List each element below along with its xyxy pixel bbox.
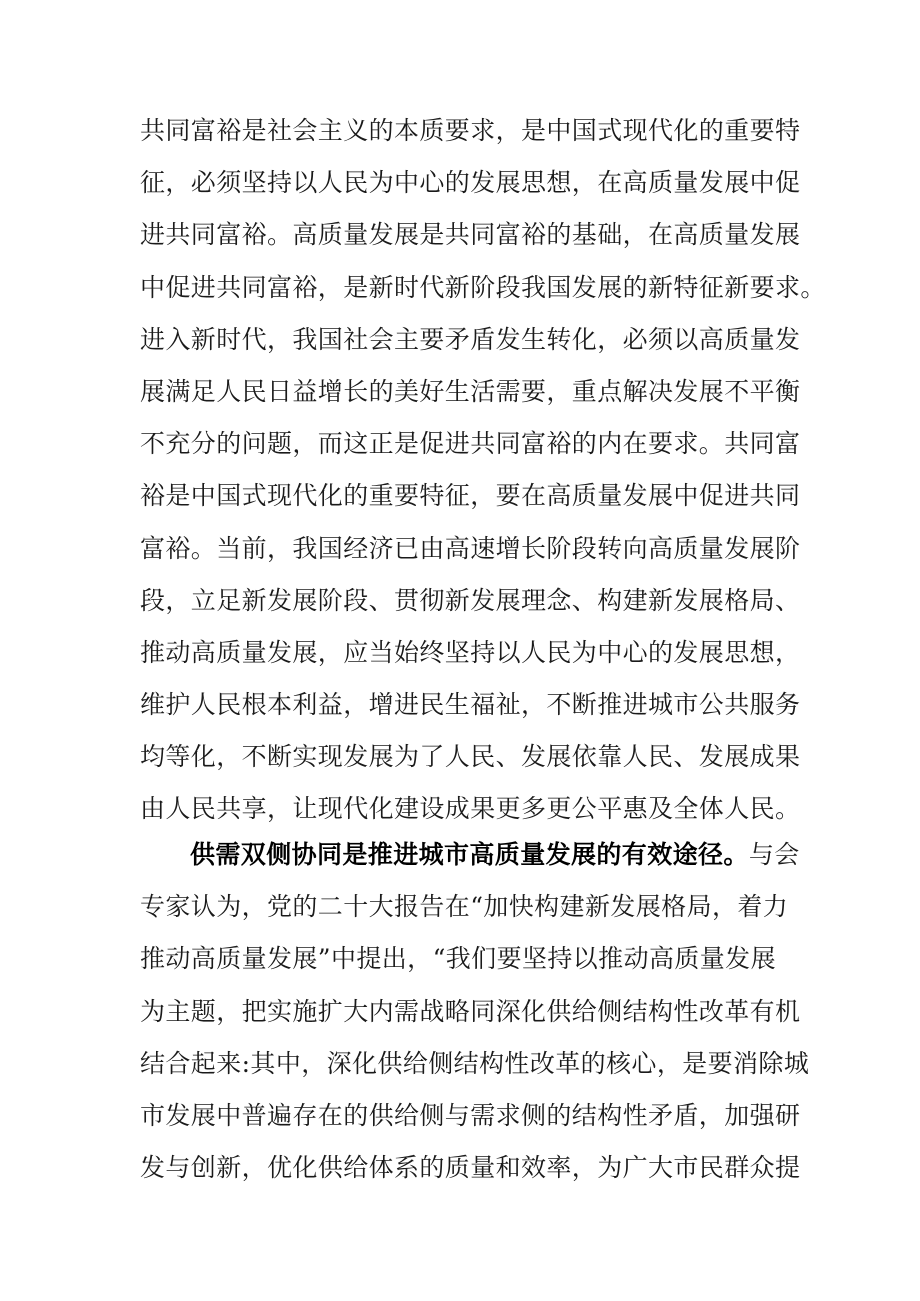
paragraph-line: 裕是中国式现代化的重要特征，要在高质量发展中促进共同 bbox=[140, 481, 801, 511]
paragraph-line: 发与创新，优化供给体系的质量和效率，为广大市民群众提 bbox=[140, 1153, 801, 1183]
paragraph-line: 展满足人民日益增长的美好生活需要，重点解决发展不平衡 bbox=[140, 376, 801, 406]
paragraph-line: 段，立足新发展阶段、贯彻新发展理念、构建新发展格局、 bbox=[140, 585, 801, 615]
paragraph-line: 均等化，不断实现发展为了人民、发展依靠人民、发展成果 bbox=[140, 742, 801, 772]
paragraph-line: 推动高质量发展，应当始终坚持以人民为中心的发展思想， bbox=[140, 637, 801, 667]
paragraph-first-line bbox=[140, 829, 820, 881]
paragraph-line: 富裕。当前，我国经济已由高速增长阶段转向高质量发展阶 bbox=[140, 533, 801, 563]
paragraph-line: 征，必须坚持以人民为中心的发展思想，在高质量发展中促 bbox=[140, 168, 801, 198]
paragraph-line: 由人民共享，让现代化建设成果更多更公平惠及全体人民。 bbox=[140, 794, 801, 824]
paragraph-line: 进共同富裕。高质量发展是共同富裕的基础，在高质量发展 bbox=[140, 220, 801, 250]
paragraph-heading: 供需双侧协同是推进城市高质量发展的有效途径。 bbox=[190, 840, 749, 869]
paragraph-line: 为主题，把实施扩大内需战略同深化供给侧结构性改革有机 bbox=[140, 996, 801, 1026]
paragraph-line: 共同富裕是社会主义的本质要求，是中国式现代化的重要特 bbox=[140, 116, 801, 145]
paragraph-line: 不充分的问题，而这正是促进共同富裕的内在要求。共同富 bbox=[140, 429, 801, 459]
paragraph-line: 市发展中普遍存在的供给侧与需求侧的结构性矛盾，加强研 bbox=[140, 1100, 801, 1130]
paragraph-line: 维护人民根本利益，增进民生福祉，不断推进城市公共服务 bbox=[140, 690, 801, 720]
paragraph-supply-demand bbox=[140, 829, 820, 1194]
paragraph-line: 推动高质量发展”中提出，“我们要坚持以推动高质量发展 bbox=[140, 944, 776, 974]
paragraph-common-prosperity bbox=[140, 105, 826, 836]
paragraph-first-line-rest: 与会 bbox=[748, 840, 800, 869]
paragraph-line: 中促进共同富裕，是新时代新阶段我国发展的新特征新要求。 bbox=[140, 272, 826, 302]
paragraph-line: 进入新时代，我国社会主要矛盾发生转化，必须以高质量发 bbox=[140, 324, 801, 354]
paragraph-line: 结合起来:其中，深化供给侧结构性改革的核心，是要消除城 bbox=[140, 1048, 810, 1078]
paragraph-line: 专家认为，党的二十大报告在“加快构建新发展格局，着力 bbox=[140, 892, 789, 922]
